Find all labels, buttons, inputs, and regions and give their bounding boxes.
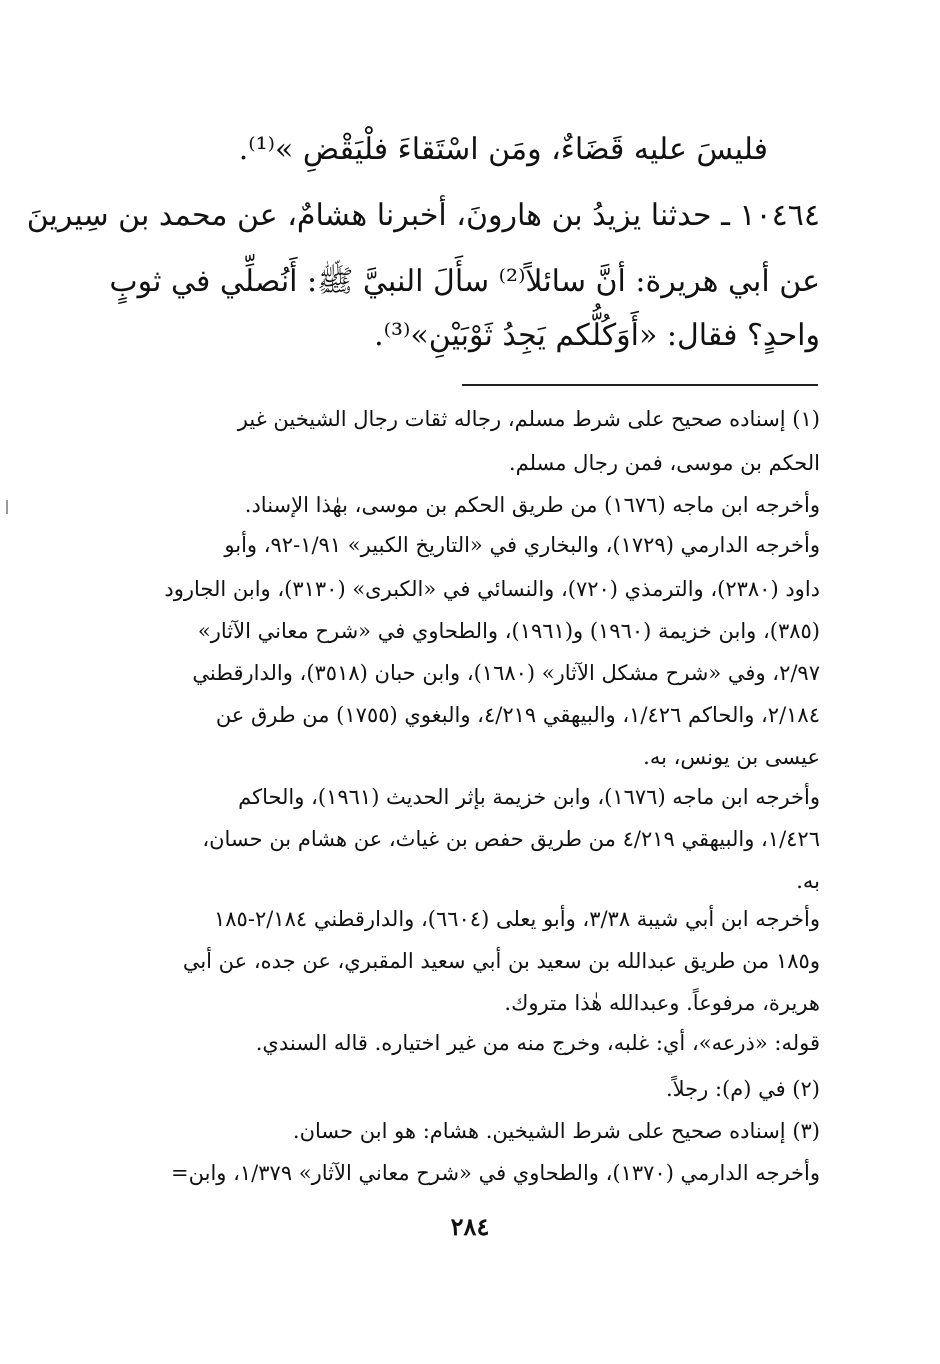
main-text-line-3: عن أبي هريرة: أنَّ سائلاً⁽²⁾ سأَلَ النبيَّ ﷺ: أَنُصلِّي في ثوبٍ	[109, 264, 820, 299]
footnote-1-line-5: داود (٢٣٨٠)، والترمذي (٧٢٠)، والنسائي في «الكبرى» (٣١٣٠)، وابن الجارود	[164, 577, 820, 601]
footnote-1-line-4: وأخرجه الدارمي (١٧٢٩)، والبخاري في «التاريخ الكبير» ١/٩١-٩٢، وأبو	[224, 533, 820, 557]
footnote-1-line-10: وأخرجه ابن ماجه (١٦٧٦)، وابن خزيمة بإثر الحديث (١٩٦١)، والحاكم	[238, 785, 820, 809]
page-number: ٢٨٤	[450, 1212, 490, 1241]
footnote-1-line-13: وأخرجه ابن أبي شيبة ٣/٣٨، وأبو يعلى (٦٦٠٤)، والدارقطني ٢/١٨٤-١٨٥	[214, 907, 820, 931]
footnote-1-line-3: وأخرجه ابن ماجه (١٦٧٦) من طريق الحكم بن موسى، بهٰذا الإسناد.	[244, 493, 820, 517]
footnote-1-line-1: (١) إسناده صحيح على شرط مسلم، رجاله ثقات رجال الشيخين غير	[237, 407, 820, 431]
footnote-1-line-2: الحكم بن موسى، فمن رجال مسلم.	[508, 451, 820, 475]
footnote-3-line-1: (٣) إسناده صحيح على شرط الشيخين. هشام: هو ابن حسان.	[292, 1119, 820, 1143]
main-text-line-4: واحدٍ؟ فقال: «أَوَكُلُّكم يَجِدُ ثَوْبَيْنِ»⁽³⁾.	[374, 318, 820, 353]
footnote-1-line-6: (٣٨٥)، وابن خزيمة (١٩٦٠) و(١٩٦١)، والطحاوي في «شرح معاني الآثار»	[197, 619, 820, 643]
footnote-1-line-14: و١٨٥ من طريق عبدالله بن سعيد بن أبي سعيد المقبري، عن جده، عن أبي	[182, 949, 820, 973]
footnote-1-line-16: قوله: «ذرعه»، أي: غلبه، وخرج منه من غير اختياره. قاله السندي.	[255, 1031, 820, 1055]
footnote-1-line-15: هريرة، مرفوعاً. وعبدالله هٰذا متروك.	[504, 991, 820, 1015]
footnote-1-line-9: عيسى بن يونس، به.	[643, 745, 820, 769]
main-text-line-1: فليسَ عليه قَضَاءٌ، ومَن اسْتَقاءَ فلْيَقْضِ »⁽¹⁾.	[238, 132, 768, 167]
scan-margin-mark	[6, 500, 8, 514]
footnote-divider	[462, 384, 818, 386]
footnote-3-line-2: وأخرجه الدارمي (١٣٧٠)، والطحاوي في «شرح معاني الآثار» ١/٣٧٩، وابن=	[171, 1161, 820, 1185]
footnote-1-line-7: ٢/٩٧، وفي «شرح مشكل الآثار» (١٦٨٠)، وابن حبان (٣٥١٨)، والدارقطني	[192, 661, 820, 685]
footnote-1-line-11: ١/٤٢٦، والبيهقي ٤/٢١٩ من طريق حفص بن غياث، عن هشام بن حسان،	[202, 827, 820, 851]
footnote-1-line-8: ٢/١٨٤، والحاكم ١/٤٢٦، والبيهقي ٤/٢١٩، والبغوي (١٧٥٥) من طرق عن	[215, 703, 820, 727]
footnote-1-line-12: به.	[796, 869, 820, 893]
footnote-2: (٢) في (م): رجلاً.	[665, 1077, 820, 1101]
hadith-number-line: ١٠٤٦٤ ـ حدثنا يزيدُ بن هارونَ، أخبرنا هشامٌ، عن محمد بن سِيرينَ	[26, 198, 820, 233]
